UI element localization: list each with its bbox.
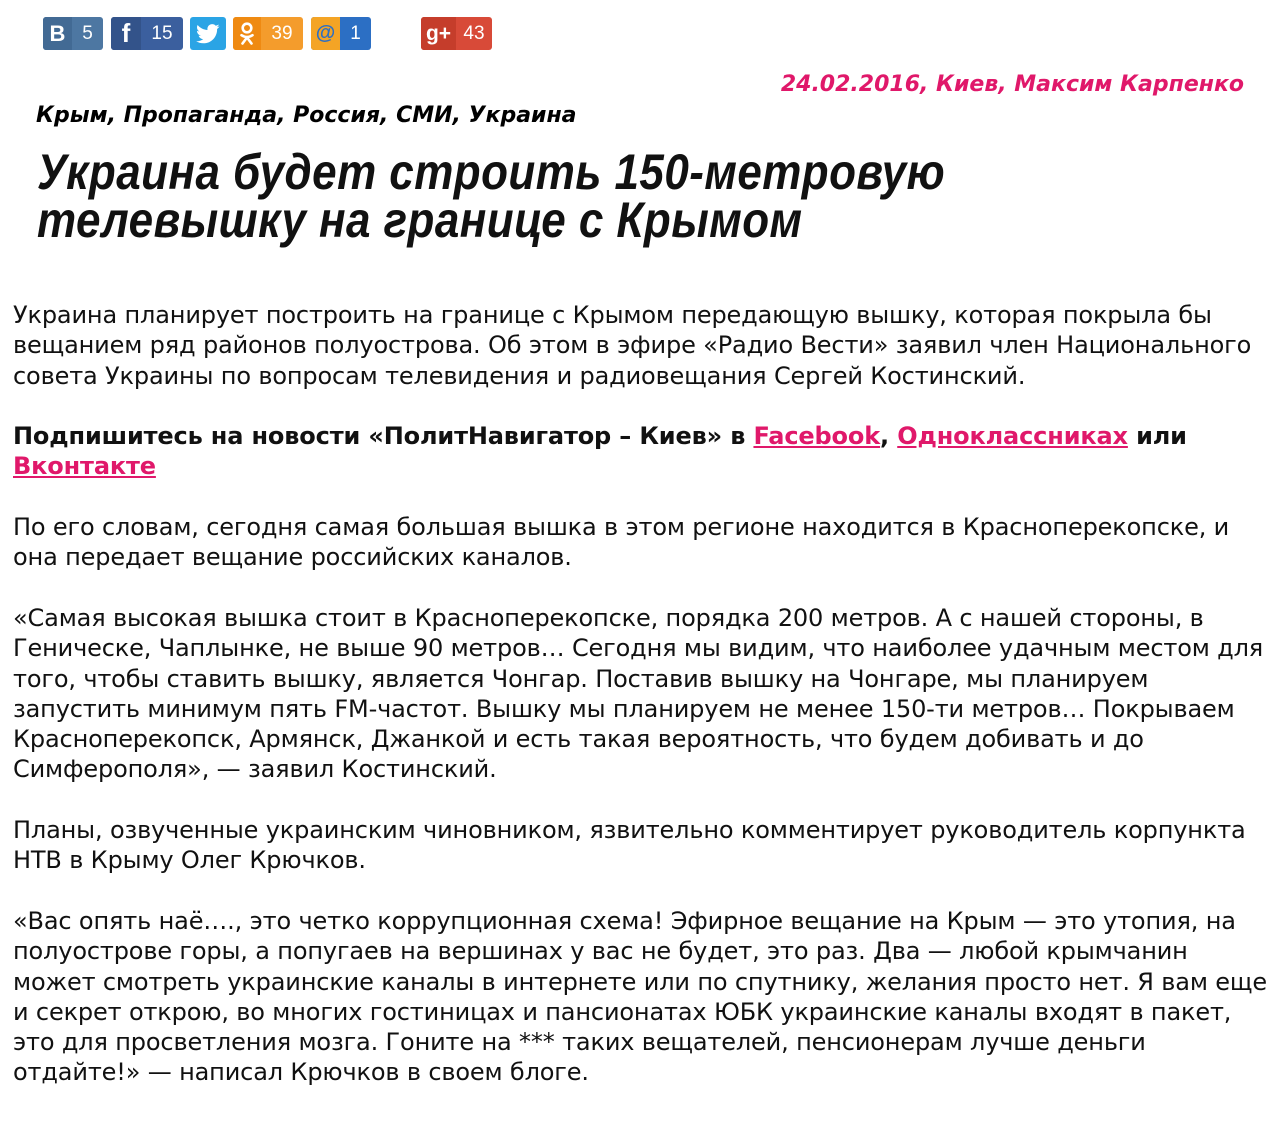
facebook-share-count: 15 [151,22,173,44]
facebook-link[interactable]: Facebook [753,422,881,451]
tag-separator: , [452,103,469,128]
article-paragraph: Планы, озвученные украинским чиновником, язвительно комментирует руководитель корпункта НТВ в Крыму Олег Крючков. [13,816,1246,875]
article-paragraph: Украина планирует построить на границе с Крымом передающую вышку, которая покрыла бы вещанием ряд районов полуострова. Об этом в эфире «Радио Вести» заявил член Национального совета Украины по вопросам телевидения и радиовещания Сергей Костинский. [13,301,1252,390]
facebook-share-button[interactable] [111,17,183,50]
facebook-icon: f [111,17,141,50]
tag-separator: , [380,103,397,128]
subscribe-separator: , [880,422,898,451]
gplus-share-count: 43 [463,22,485,44]
tag-link[interactable]: Крым [36,103,108,128]
mail-share-button[interactable] [311,17,371,50]
tag-separator: , [277,103,294,128]
twitter-share-button[interactable] [190,17,226,50]
mail-icon: @ [311,17,340,50]
vk-share-button[interactable] [43,17,103,50]
odnoklassniki-share-button[interactable] [233,17,303,50]
odnoklassniki-share-count: 39 [271,22,293,44]
tag-separator: , [107,103,124,128]
odnoklassniki-link[interactable]: Одноклассниках [897,422,1128,451]
tag-list [36,103,577,128]
gplus-icon: g+ [421,17,456,50]
gplus-share-button[interactable] [421,17,492,50]
vk-share-count: 5 [82,22,93,44]
tag-link[interactable]: Пропаганда [123,103,278,128]
article-paragraph: По его словам, сегодня самая большая вышка в этом регионе находится в Красноперекопске, и она передает вещание российских каналов. [13,513,1230,572]
page-title: Украина будет строить 150-метровую телевышку на границе с Крымом [37,144,946,248]
subscribe-text: Подпишитесь на новости «ПолитНавигатор – Киев» в [13,422,754,451]
article-meta: 24.02.2016, Киев, Максим Карпенко [780,72,1244,97]
article-paragraph: «Самая высокая вышка стоит в Красноперекопске, порядка 200 метров. А с нашей стороны, в Геническе, Чаплынке, не выше 90 метров… Сегодня мы видим, что наиболее удачным местом для того, чтобы ставить вышку, является Чонгар. Поставив вышку на Чонгаре, мы планируем запустить минимум пять FM-частот. Вышку мы планируем не менее 150-ти метров… Покрываем Красноперекопск, Армянск, Джанкой и есть такая вероятность, что будем добивать и до Симферополя», — заявил Костинский. [13,603,1264,784]
vk-icon: В [43,17,72,50]
subscribe-paragraph [13,421,1275,482]
tag-link[interactable]: Украина [468,103,577,128]
odnoklassniki-icon [233,17,261,50]
mail-share-count: 1 [350,22,361,44]
article-body [13,300,1275,1118]
subscribe-or: или [1127,422,1187,451]
twitter-icon [190,17,226,50]
article-paragraph: «Вас опять наё…., это четко коррупционная схема! Эфирное вещание на Крым — это утопия, на полуострове горы, а попугаев на вершинах у вас не будет, это раз. Два — любой крымчанин может смотреть украинские каналы в интернете или по спутнику, желания просто нет. Я вам еще и секрет открою, во многих гостиницах и пансионатах ЮБК украинские каналы входят в пакет, это для просветления мозга. Гоните на *** таких вещателей, пенсионерам лучше деньги отдайте!» — написал Крючков в своем блоге. [13,906,1267,1087]
vkontakte-link[interactable]: Вконтакте [13,452,156,481]
tag-link[interactable]: СМИ [396,103,453,128]
tag-link[interactable]: Россия [293,103,381,128]
